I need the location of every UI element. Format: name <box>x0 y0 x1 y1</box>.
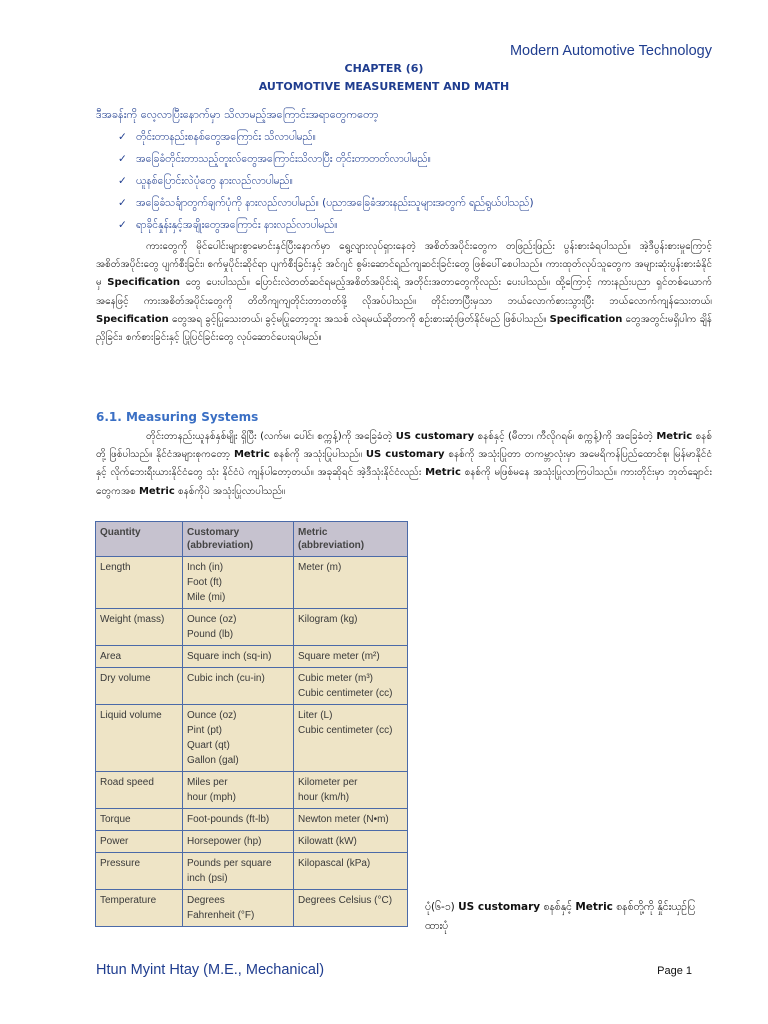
cell-quantity: Weight (mass) <box>96 609 183 646</box>
cell-customary <box>183 705 294 772</box>
text-run: စနစ်နှင့် (မီတာ၊ ကီလိုဂရမ်၊ စက္ကန့်)ကို အခြေခံတဲ့ <box>474 431 653 442</box>
table-row <box>96 772 408 809</box>
text-run: စနစ်ကို အသုံးပြုတာ တကမ္ဘာလုံးမှာ အမေရိကန်ပြည်ထောင်စု၊ မြန်မာနိုင်ငံနှင့် လိုက်ဘေးရီးယားနိုင်ငံတွေ သုံး နိုင်ငံပဲ ကျန်ပါတော့တယ်။ အခုဆိုရင် အဲ့ဒီသုံးနိုင်ငံလည်း <box>96 449 713 479</box>
term-us-customary: US customary <box>395 431 475 442</box>
objective-text: တိုင်းတာနည်းစနစ်တွေအကြောင်း သိလာပါမည်။ <box>136 131 316 143</box>
text-run: ပုံ(၆-၁) <box>425 901 455 913</box>
figure-caption <box>425 898 705 936</box>
chapter-heading <box>0 60 768 96</box>
cell-customary <box>183 831 294 853</box>
checkmark-icon: ✓ <box>118 219 127 231</box>
unit-line: Ounce (oz) <box>187 614 237 625</box>
text-run: စနစ်တို့ကို နှိုင်းယှဉ်ပြထားပုံ <box>425 901 696 932</box>
table-row <box>96 668 408 705</box>
unit-line: Quart (qt) <box>187 740 230 751</box>
chapter-title: AUTOMOTIVE MEASUREMENT AND MATH <box>258 80 510 93</box>
cell-quantity: Area <box>96 646 183 668</box>
unit-line: Foot (ft) <box>187 577 223 588</box>
objective-item <box>118 192 534 214</box>
unit-line: Foot-pounds (ft-lb) <box>187 814 270 825</box>
unit-line: Pounds per square <box>187 858 272 869</box>
cell-quantity: Torque <box>96 809 183 831</box>
objectives-list <box>118 126 534 236</box>
cell-quantity: Road speed <box>96 772 183 809</box>
objective-text: ရာခိုင်နှုန်းနှင့်အချိုးတွေအကြောင်း နားလည်လာပါမည်။ <box>136 219 338 231</box>
header-metric: Metric (abbreviation) <box>294 522 408 557</box>
chapter-number: CHAPTER (6) <box>344 62 424 75</box>
book-title: Modern Automotive Technology <box>509 43 712 59</box>
table-row <box>96 705 408 772</box>
table-row <box>96 557 408 609</box>
term-specification: Specification <box>549 313 623 325</box>
text-run: စနစ်တို့ ဖြစ်ပါသည်။ နိုင်ငံအများစုကတော့ <box>96 431 712 461</box>
unit-line: Inch (in) <box>187 562 224 573</box>
term-metric: Metric <box>575 901 613 913</box>
unit-line: Cubic inch (cu-in) <box>187 673 265 684</box>
objective-item <box>118 214 534 236</box>
unit-line: Degrees Celsius (°C) <box>298 895 393 906</box>
unit-line: Square meter (m²) <box>298 651 380 662</box>
paragraph-wear <box>96 238 712 347</box>
table-row <box>96 853 408 890</box>
unit-line: Cubic meter (m³) <box>298 673 374 684</box>
table-row <box>96 609 408 646</box>
term-metric: Metric <box>233 449 270 461</box>
cell-quantity: Dry volume <box>96 668 183 705</box>
table-row <box>96 809 408 831</box>
page-number: Page 1 <box>657 965 692 977</box>
unit-line: Liter (L) <box>298 710 333 721</box>
term-metric: Metric <box>656 431 693 442</box>
footer-author: Htun Myint Htay (M.E., Mechanical) <box>96 962 325 978</box>
objective-text: အခြေခံတိုင်းတာသည့်တူးလ်တွေအကြောင်းသိလာပြီး တိုင်းတာတတ်လာပါမည်။ <box>136 153 431 165</box>
objective-item <box>118 148 534 170</box>
term-specification: Specification <box>96 313 169 325</box>
text-run: စနစ်ကို မဖြစ်မနေ အသုံးပြုလာကြပါသည်။ ကားတိုင်းမှာ ဘုတ်ချောင်းတွေကအစ <box>96 467 712 497</box>
cell-customary <box>183 853 294 890</box>
cell-metric <box>294 705 408 772</box>
unit-line: Pint (pt) <box>187 725 223 736</box>
objective-text: အခြေခံသင်္ချာတွက်ချက်ပုံကို နားလည်လာပါမည်။ (ပညာအခြေခံအားနည်းသူများအတွက် ရည်ရွယ်ပါသည်) <box>136 197 534 209</box>
header-quantity: Quantity <box>96 522 183 557</box>
cell-metric <box>294 609 408 646</box>
term-metric: Metric <box>138 485 175 497</box>
cell-metric <box>294 890 408 927</box>
objective-item <box>118 170 534 192</box>
paragraph-measuring <box>96 428 712 501</box>
unit-line: Kilometer per <box>298 777 358 788</box>
unit-line: Meter (m) <box>298 562 342 573</box>
unit-line: Kilowatt (kW) <box>298 836 357 847</box>
unit-line: Kilopascal (kPa) <box>298 858 371 869</box>
cell-metric <box>294 772 408 809</box>
checkmark-icon: ✓ <box>118 197 127 209</box>
unit-line: Cubic centimeter (cc) <box>298 688 393 699</box>
unit-line: Pound (lb) <box>187 629 234 640</box>
unit-line: hour (mph) <box>187 792 236 803</box>
unit-line: Gallon (gal) <box>187 755 239 766</box>
cell-quantity: Power <box>96 831 183 853</box>
unit-line: Mile (mi) <box>187 592 226 603</box>
table-row <box>96 831 408 853</box>
header-customary: Customary (abbreviation) <box>183 522 294 557</box>
table-row <box>96 646 408 668</box>
term-specification: Specification <box>107 277 181 289</box>
checkmark-icon: ✓ <box>118 175 127 187</box>
unit-line: Fahrenheit (°F) <box>187 910 255 921</box>
unit-line: Cubic centimeter (cc) <box>298 725 393 736</box>
cell-customary <box>183 772 294 809</box>
text-run: တွေအတွင်းမရှိပါက ချိန်ညှိခြင်း၊ စက်စားခြင်းနှင့် ပြုပြင်ခြင်းတွေ လုပ်ဆောင်ပေးရပါမည်။ <box>96 313 712 344</box>
objective-item <box>118 126 534 148</box>
cell-customary <box>183 668 294 705</box>
text-run: စနစ်ကို အသုံးပြုပါသည်။ <box>269 449 363 461</box>
cell-customary <box>183 890 294 927</box>
cell-quantity: Length <box>96 557 183 609</box>
unit-line: Miles per <box>187 777 228 788</box>
text-run: စနစ်နှင့် <box>540 901 572 913</box>
unit-line: Horsepower (hp) <box>187 836 262 847</box>
units-table <box>95 521 408 927</box>
table-row <box>96 890 408 927</box>
cell-quantity: Liquid volume <box>96 705 183 772</box>
cell-customary <box>183 809 294 831</box>
text-run: စနစ်ကိုပဲ အသုံးပြုလာပါသည်။ <box>174 485 286 497</box>
unit-line: Ounce (oz) <box>187 710 237 721</box>
unit-line: hour (km/h) <box>298 792 350 803</box>
term-metric: Metric <box>425 467 461 479</box>
checkmark-icon: ✓ <box>118 131 127 143</box>
unit-line: Kilogram (kg) <box>298 614 358 625</box>
cell-metric <box>294 646 408 668</box>
text-run: တိုင်းတာနည်းယူနစ်နှစ်မျိုး ရှိပြီး (လက်မ၊ ပေါင်၊ စက္ကန့်)ကို အခြေခံတဲ့ <box>146 431 393 442</box>
unit-line: Degrees <box>187 895 225 906</box>
term-us-customary: US customary <box>365 449 445 461</box>
cell-metric <box>294 557 408 609</box>
cell-quantity: Pressure <box>96 853 183 890</box>
text-run: တွေ ပေးပါသည်။ ပြောင်းလဲတတ်ဆင်ရမည့်အစိတ်အပိုင်းရဲ့ အတိုင်းအတာတွေကိုလည်း ပေးပါသည်။ ထို့ကြောင့် ကားနည်းပညာ ရှင်တစ်ယောက်အနေဖြင့် ကားအစိတ်အပိုင်းတွေကို တိတိကျကျတိုင်းတာတတ်ဖို့ လိုအပ်ပါသည်။ တိုင်းတာပြီးမှသာ ဘယ်လောက်စားသွားပြီး ဘယ်လောက်ကျန်သေးတယ်၊ <box>96 277 712 307</box>
intro-line: ဒီအခန်းကို လေ့လာပြီးနောက်မှာ သိလာမည့်အကြောင်းအရာတွေကတော့ <box>96 108 379 121</box>
cell-quantity: Temperature <box>96 890 183 927</box>
section-heading: 6.1. Measuring Systems <box>96 410 259 424</box>
checkmark-icon: ✓ <box>118 153 127 165</box>
cell-metric <box>294 809 408 831</box>
text-run: ကားတွေကို မိုင်ပေါင်းများစွာမောင်းနှင်ပြီးနောက်မှာ ရွေ့လျားလုပ်ရှားနေတဲ့ အစိတ်အပိုင်းတွေက တဖြည်းဖြည်း ပွန်းစားခံရပါသည်။ အဲ့ဒီပွန်းစားမှုကြောင့် အစိတ်အပိုင်းတွေ ပျက်စီးခြင်း၊ စက်မှုပိုင်းဆိုင်ရာ ပျက်စီးခြင်းနှင့် အင်ဂျင် စွမ်းဆောင်ရည်ကျဆင်းခြင်းတွေ ဖြစ်ပေါ်စေပါသည်။ ကားထုတ်လုပ်သူတွေက အများဆုံးပွန်းစားခံနိုင်မှ <box>96 241 712 289</box>
table-header-row <box>96 522 408 557</box>
text-run: တွေအရ ခွင့်ပြုသေးတယ်၊ ခွင့်မပြုတော့ဘူး အသစ် လဲရမယ်ဆိုတာကို စဉ်းစားဆုံးဖြတ်နိုင်မည် ဖြစ်ပါသည်။ <box>168 313 547 325</box>
cell-customary <box>183 646 294 668</box>
cell-metric <box>294 668 408 705</box>
cell-metric <box>294 853 408 890</box>
term-us-customary: US customary <box>458 901 541 913</box>
cell-customary <box>183 609 294 646</box>
unit-line: Newton meter (N•m) <box>298 814 389 825</box>
unit-line: inch (psi) <box>187 873 228 884</box>
cell-metric <box>294 831 408 853</box>
objective-text: ယူနစ်ပြောင်းလဲပုံတွေ နားလည်လာပါမည်။ <box>136 175 293 187</box>
cell-customary <box>183 557 294 609</box>
unit-line: Square inch (sq-in) <box>187 651 272 662</box>
